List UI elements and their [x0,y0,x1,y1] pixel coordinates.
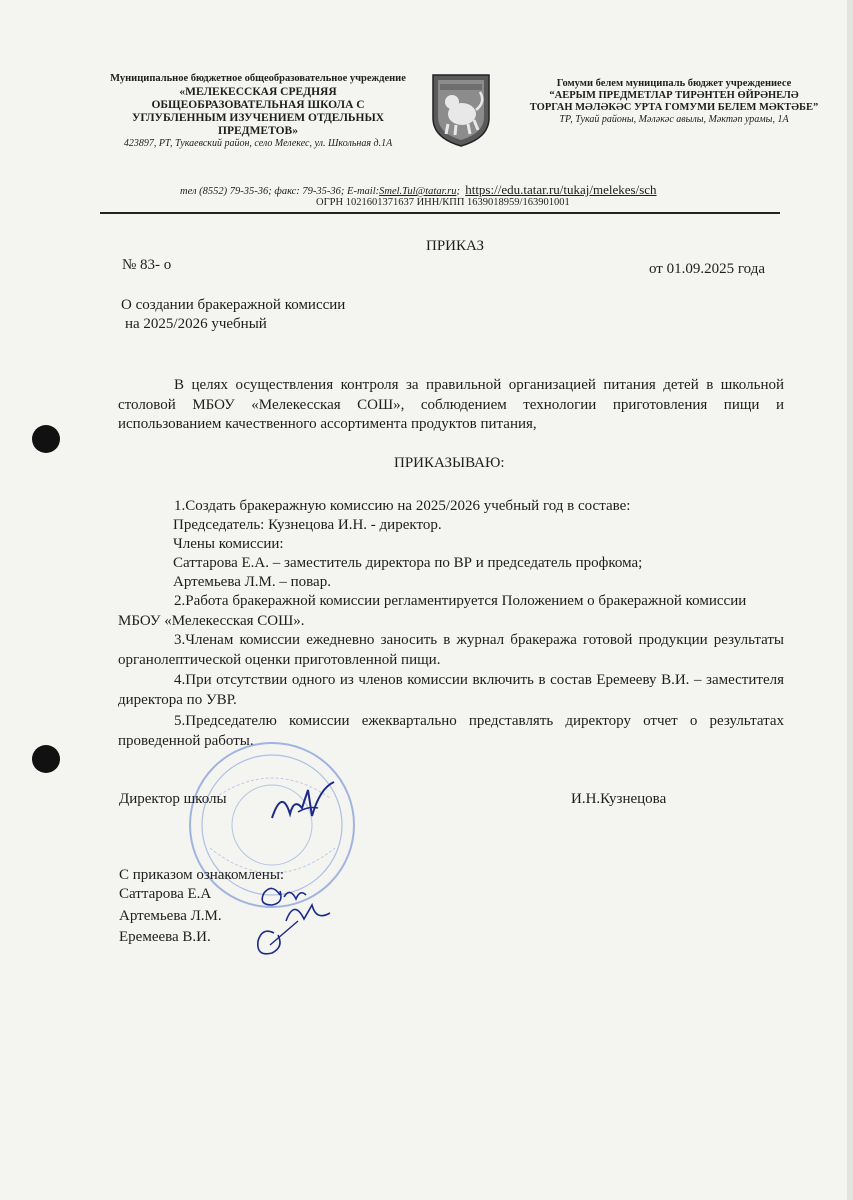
signer-name: И.Н.Кузнецова [571,791,667,807]
members-label: Члены комиссии: [173,536,284,552]
org-address-ru: 423897, РТ, Тукаевский район, село Мелекес, ул. Школьная д.1А [123,137,393,149]
org-type-ru: Муниципальное бюджетное общеобразовательное учреждение [110,73,406,84]
member-1: Саттарова Е.А. – заместитель директора по ВР и председатель профкома; [173,555,643,571]
item-4: 4.При отсутствии одного из членов комиссии включить в состав Еремееву В.И. – заместителя директора по УВР. [118,672,784,708]
letterhead-right [506,78,842,126]
signer-position: Директор школы [119,791,227,807]
acquainted-name-2: Артемьева Л.М. [119,908,222,924]
contacts-line: тел (8552) 79-35-36; факс: 79-35-36; E-mail:Smel.Tul@tatar.ru; https://edu.tatar.ru/tukaj/melekes/sch [180,182,657,197]
item-5: 5.Председателю комиссии ежеквартально представлять директору отчет о результатах проведенной работы. [118,713,784,749]
org-address-tt: ТР, Тукай районы, Мәләкәс авылы, Мәктәп урамы, 1А [559,114,789,125]
member-2: Артемьева Л.М. – повар. [173,574,331,590]
item-3: 3.Членам комиссии ежедневно заносить в журнал бракеража готовой продукции результаты органолептической оценки приготовленной пищи. [118,632,784,668]
org-name-tt-1: “АЕРЫМ ПРЕДМЕТЛАР ТИРӘНТЕН ӨЙРӘНЕЛӘ [549,90,799,101]
order-subject-1: О создании бракеражной комиссии [121,297,346,313]
director-signature [268,778,338,830]
preamble-paragraph: В целях осуществления контроля за правильной организацией питания детей в школьной столовой МБОУ «Мелекесская СОШ», соблюдением технологии приготовления пищи и использованием качественного ассортимента продуктов питания, [118,377,784,432]
org-name-tt-2: ТОРГАН МӘЛӘКӘС УРТА ГОМУМИ БЕЛЕМ МӘКТӘБЕ” [529,102,819,113]
acquainted-name-3: Еремеева В.И. [119,929,211,945]
order-date: от 01.09.2025 года [649,261,765,277]
header-divider [100,212,780,214]
acquainted-label: С приказом ознакомлены: [119,867,285,883]
decree-word: ПРИКАЗЫВАЮ: [394,455,505,471]
punch-hole-top [32,425,60,453]
acquaintance-signatures [250,875,340,970]
commission-chair: Председатель: Кузнецова И.Н. - директор. [173,517,442,533]
page-edge [847,0,853,1200]
phone-fax: тел (8552) 79-35-36; факс: 79-35-36; E-mail: [180,186,380,197]
item-2: 2.Работа бракеражной комиссии регламентируется Положением о бракеражной комиссии МБОУ «Мелекесская СОШ». [118,593,747,629]
item-1: 1.Создать бракеражную комиссию на 2025/2026 учебный год в составе: [174,498,631,514]
punch-hole-bottom [32,745,60,773]
website-link[interactable]: https://edu.tatar.ru/tukaj/melekes/sch [465,182,657,197]
email-link[interactable]: Smel.Tul@tatar.ru [379,186,457,197]
order-subject-2: на 2025/2026 учебный [125,316,267,332]
acquainted-name-1: Саттарова Е.А [119,886,212,902]
letterhead-left [108,73,408,150]
ogrn-line: ОГРН 1021601371637 ИНН/КПП 1639018959/163901001 [316,197,570,208]
order-title: ПРИКАЗ [426,238,484,254]
order-number: № 83- о [122,257,172,273]
org-type-tt: Гомуми белем муниципаль бюджет учреждениесе [556,78,792,89]
coat-of-arms-icon [430,72,492,148]
org-name-ru: «МЕЛЕКЕССКАЯ СРЕДНЯЯ ОБЩЕОБРАЗОВАТЕЛЬНАЯ ШКОЛА С УГЛУБЛЕННЫМ ИЗУЧЕНИЕМ ОТДЕЛЬНЫХ ПРЕДМЕТОВ» [131,85,385,137]
